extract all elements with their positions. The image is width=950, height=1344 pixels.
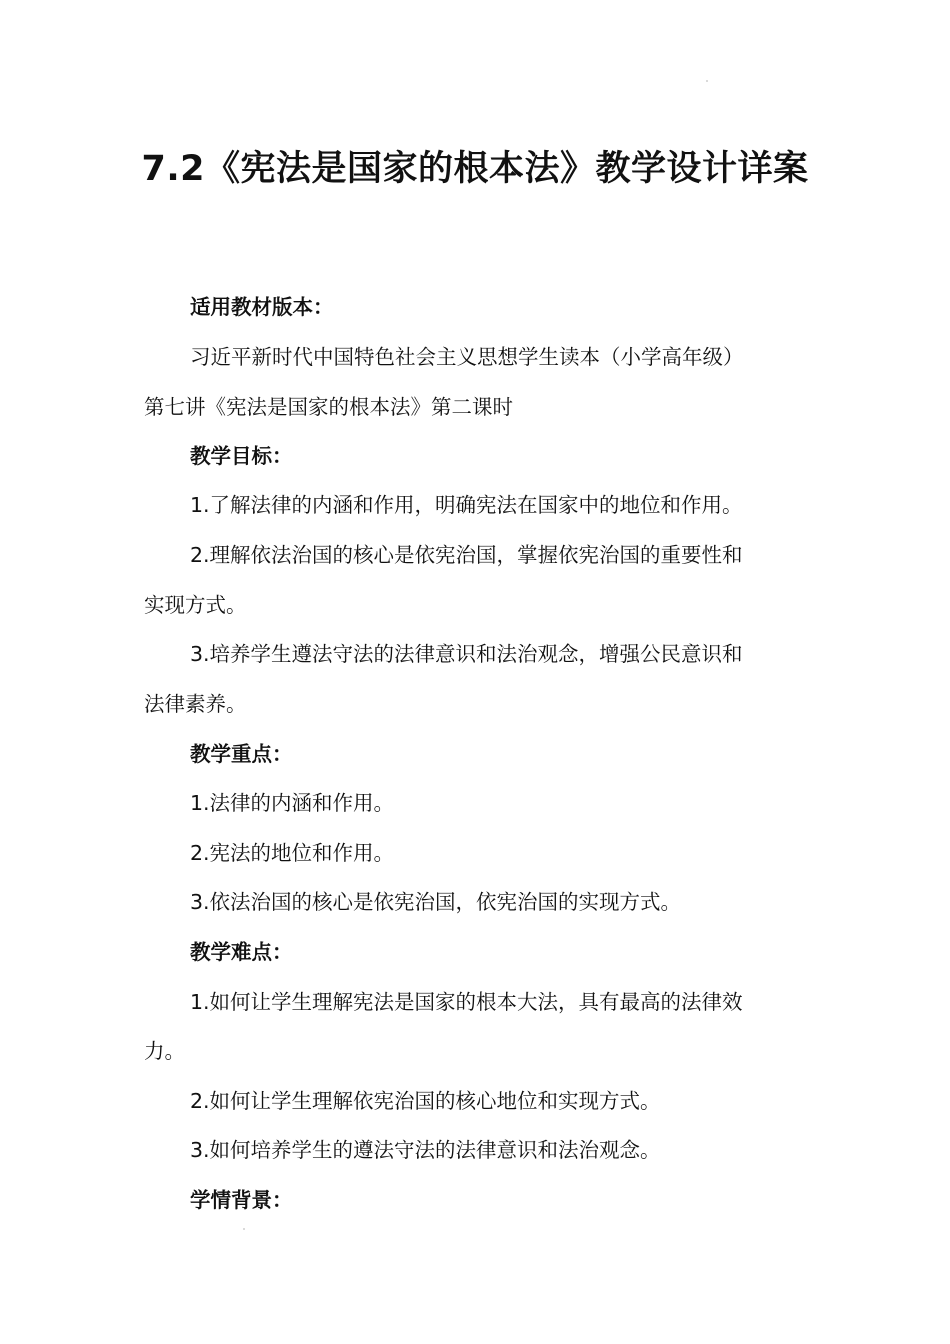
goals-heading: 教学目标： [190,444,293,468]
goals-item-2-line-2: 实现方式。 [144,593,247,617]
key-points-item-3: 3.依法治国的核心是依宪治国，依宪治国的实现方式。 [190,890,682,914]
background-heading: 学情背景： [190,1188,293,1212]
speck-top-right [706,80,708,82]
difficulties-item-3: 3.如何培养学生的遵法守法的法律意识和法治观念。 [190,1138,661,1162]
goals-item-3-line-2: 法律素养。 [144,692,247,716]
textbook-line-1: 习近平新时代中国特色社会主义思想学生读本（小学高年级） [190,345,744,369]
textbook-heading: 适用教材版本： [190,295,334,319]
key-points-item-2: 2.宪法的地位和作用。 [190,841,395,865]
goals-item-3-line-1: 3.培养学生遵法守法的法律意识和法治观念，增强公民意识和 [190,642,743,666]
difficulties-heading: 教学难点： [190,940,293,964]
goals-item-1: 1.了解法律的内涵和作用，明确宪法在国家中的地位和作用。 [190,493,743,517]
document-title: 7.2《宪法是国家的根本法》教学设计详案 [141,149,809,189]
difficulties-item-2: 2.如何让学生理解依宪治国的核心地位和实现方式。 [190,1089,661,1113]
speck-bottom-left [243,1228,245,1230]
key-points-heading: 教学重点： [190,742,293,766]
goals-item-2-line-1: 2.理解依法治国的核心是依宪治国，掌握依宪治国的重要性和 [190,543,743,567]
textbook-line-2: 第七讲《宪法是国家的根本法》第二课时 [144,395,513,419]
key-points-item-1: 1.法律的内涵和作用。 [190,791,395,815]
difficulties-item-1-line-2: 力。 [144,1039,185,1063]
difficulties-item-1-line-1: 1.如何让学生理解宪法是国家的根本大法，具有最高的法律效 [190,990,743,1014]
